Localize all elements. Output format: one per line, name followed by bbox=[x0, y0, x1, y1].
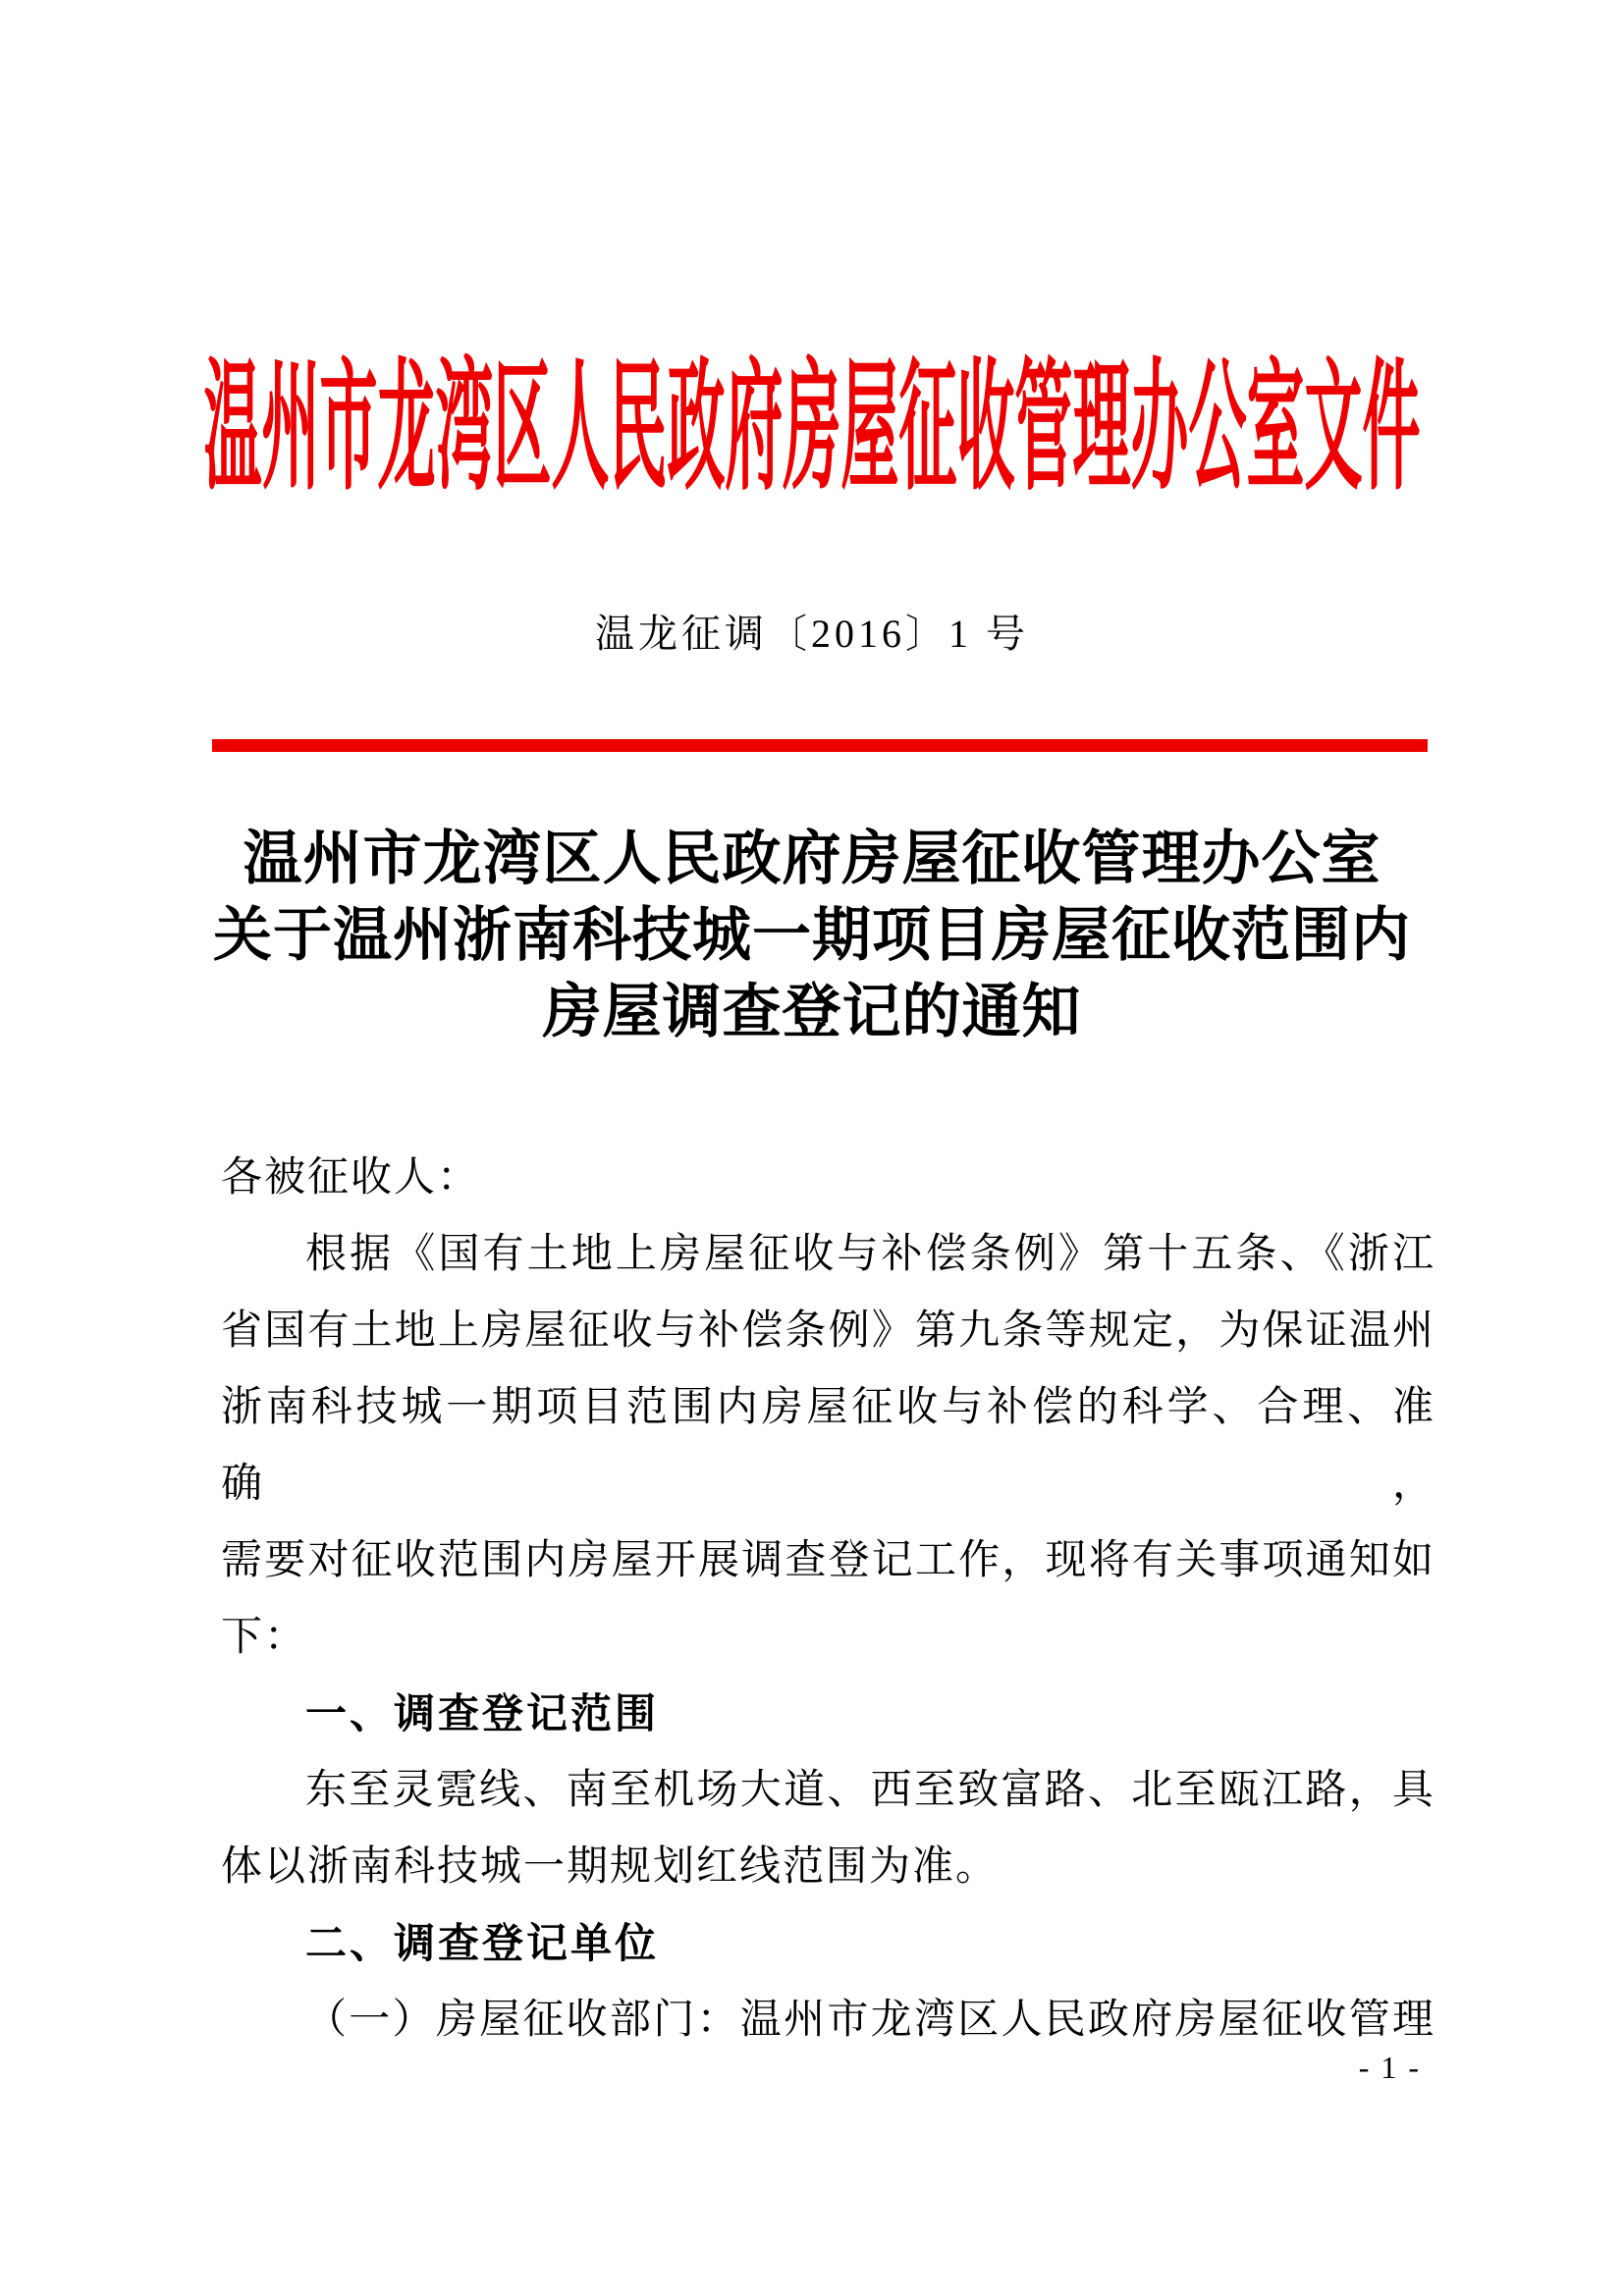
paragraph-1-line-3: 浙南科技城一期项目范围内房屋征收与补偿的科学、合理、准确， bbox=[221, 1385, 1435, 1507]
section-heading-2: 二、调查登记单位 bbox=[305, 1920, 660, 1966]
document-title bbox=[0, 821, 1624, 1050]
red-header-banner bbox=[0, 348, 1624, 507]
document-title-line-1: 温州市龙湾区人民政府房屋征收管理办公室 bbox=[243, 827, 1381, 891]
paragraph-1-line-4: 需要对征收范围内房屋开展调查登记工作，现将有关事项通知如 bbox=[221, 1538, 1435, 1583]
paragraph-1-line-1: 根据《国有土地上房屋征收与补偿条例》第十五条、《浙江 bbox=[305, 1232, 1435, 1277]
paragraph-1-line-2: 省国有土地上房屋征收与补偿条例》第九条等规定，为保证温州 bbox=[221, 1308, 1435, 1354]
section-heading-1: 一、调查登记范围 bbox=[305, 1690, 660, 1736]
paragraph-2-line-1: 东至灵霓线、南至机场大道、西至致富路、北至瓯江路，具 bbox=[305, 1768, 1435, 1813]
document-body bbox=[221, 1140, 1435, 2058]
salutation: 各被征收人： bbox=[221, 1155, 481, 1201]
red-divider-line bbox=[212, 739, 1428, 752]
org-title-text: 温州市龙湾区人民政府房屋征收管理办公室文件 bbox=[203, 348, 1421, 507]
document-number: 温龙征调〔2016〕1 号 bbox=[595, 612, 1029, 656]
document-title-line-3: 房屋调查登记的通知 bbox=[542, 980, 1082, 1044]
document-title-line-2: 关于温州浙南科技城一期项目房屋征收范围内 bbox=[213, 903, 1411, 968]
page-number: - 1 - bbox=[1358, 2050, 1421, 2085]
paragraph-3-line-1: （一）房屋征收部门：温州市龙湾区人民政府房屋征收管理 bbox=[305, 1998, 1435, 2043]
paragraph-1-line-5: 下： bbox=[221, 1615, 308, 1660]
paragraph-2-line-2: 体以浙南科技城一期规划红线范围为准。 bbox=[221, 1844, 1000, 1890]
